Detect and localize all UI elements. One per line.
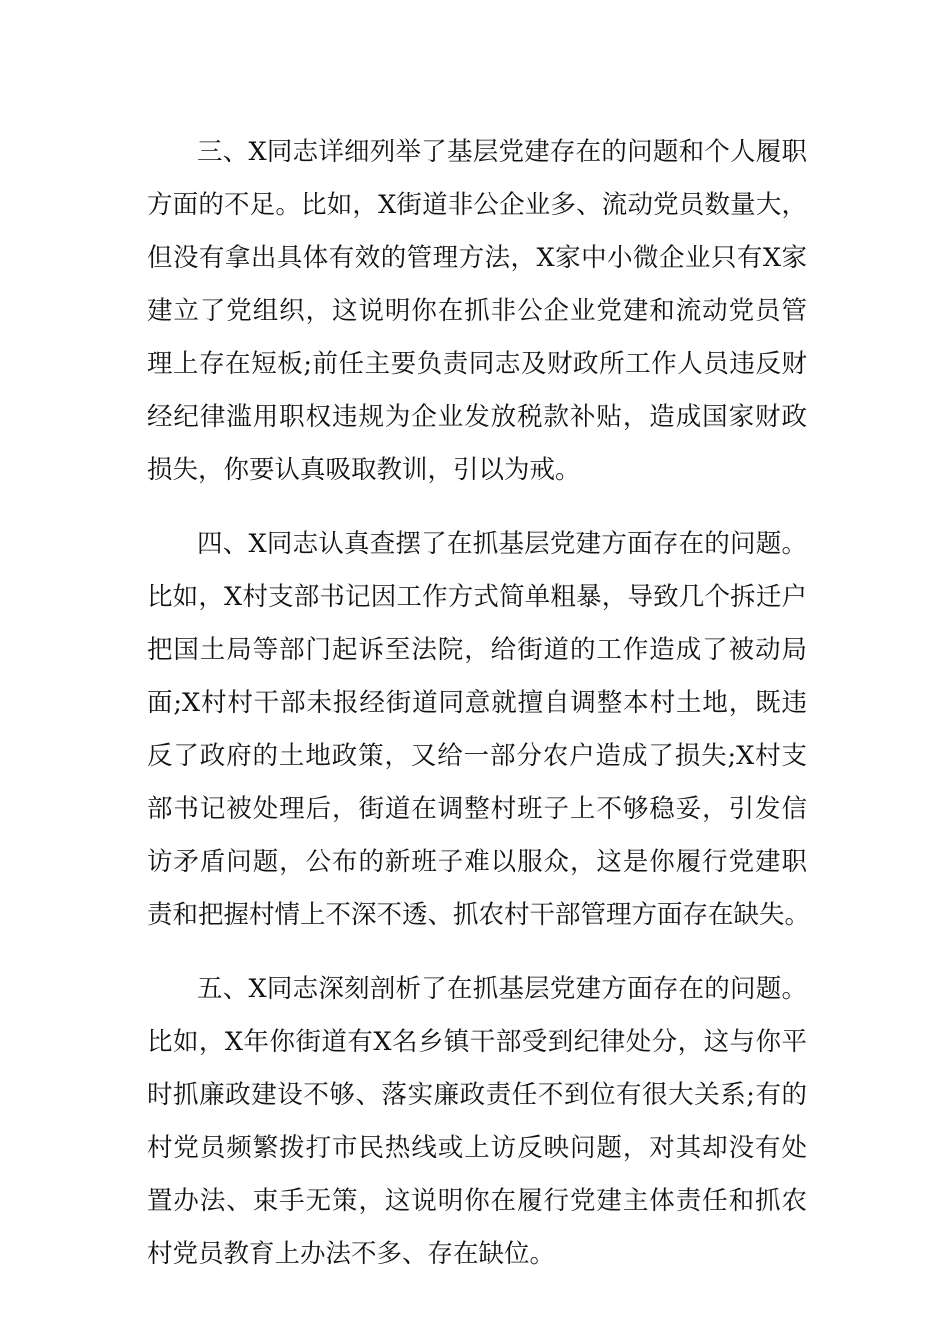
text-line: 比如，X村支部书记因工作方式简单粗暴，导致几个拆迁户 (147, 582, 807, 612)
paragraph-4 (147, 518, 811, 942)
text-line: 责和把握村情上不深不透、抓农村干部管理方面存在缺失。 (147, 900, 811, 930)
text-line: 时抓廉政建设不够、落实廉政责任不到位有很大关系;有的 (147, 1080, 807, 1110)
text-line: 反了政府的土地政策，又给一部分农户造成了损失;X村支 (147, 741, 807, 771)
text-line: 置办法、束手无策，这说明你在履行党建主体责任和抓农 (147, 1186, 807, 1216)
text-line: 方面的不足。比如，X街道非公企业多、流动党员数量大， (147, 190, 807, 220)
text-line: 三、X同志详细列举了基层党建存在的问题和个人履职 (197, 137, 807, 167)
document-body (147, 126, 811, 1302)
text-line: 五、X同志深刻剖析了在抓基层党建方面存在的问题。 (197, 974, 807, 1004)
text-line: 四、X同志认真查摆了在抓基层党建方面存在的问题。 (197, 529, 807, 559)
text-line: 但没有拿出具体有效的管理方法，X家中小微企业只有X家 (147, 243, 807, 273)
text-line: 建立了党组织，这说明你在抓非公企业党建和流动党员管 (147, 296, 807, 326)
text-line: 比如，X年你街道有X名乡镇干部受到纪律处分，这与你平 (147, 1027, 807, 1057)
text-line: 经纪律滥用职权违规为企业发放税款补贴，造成国家财政 (147, 402, 807, 432)
text-line: 访矛盾问题，公布的新班子难以服众，这是你履行党建职 (147, 847, 807, 877)
paragraph-5 (147, 963, 807, 1281)
text-line: 损失，你要认真吸取教训，引以为戒。 (147, 455, 581, 485)
text-line: 面;X村村干部未报经街道同意就擅自调整本村土地，既违 (147, 688, 807, 718)
text-line: 村党员频繁拨打市民热线或上访反映问题，对其却没有处 (147, 1133, 807, 1163)
text-line: 部书记被处理后，街道在调整村班子上不够稳妥，引发信 (147, 794, 807, 824)
text-line: 理上存在短板;前任主要负责同志及财政所工作人员违反财 (147, 349, 807, 379)
text-line: 把国土局等部门起诉至法院，给街道的工作造成了被动局 (147, 635, 807, 665)
text-line: 村党员教育上办法不多、存在缺位。 (147, 1239, 556, 1269)
paragraph-3 (147, 126, 807, 497)
